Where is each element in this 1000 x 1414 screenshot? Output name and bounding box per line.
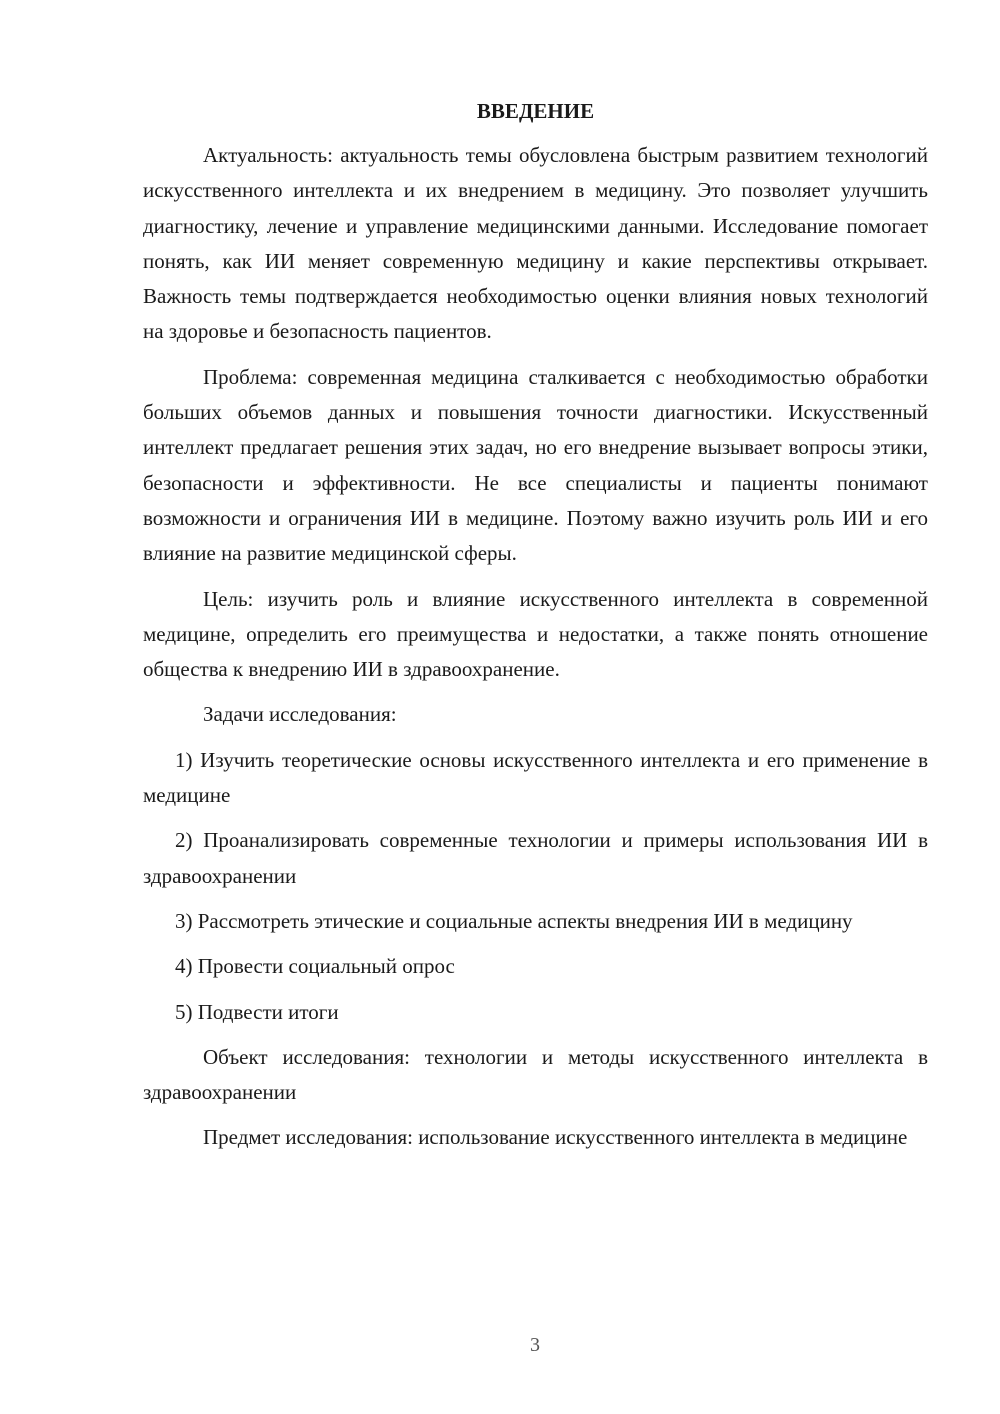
task-item-1: 1) Изучить теоретические основы искусственного интеллекта и его применение в медицине <box>143 747 928 808</box>
task-item-4: 4) Провести социальный опрос <box>175 954 455 979</box>
task-item-2: 2) Проанализировать современные технологии и примеры использования ИИ в здравоохранении <box>143 828 928 888</box>
task-item-3: 3) Рассмотреть этические и социальные аспекты внедрения ИИ в медицину <box>175 908 853 933</box>
research-subject-paragraph: Предмет исследования: использование искусственного интеллекта в медицине <box>203 1125 908 1150</box>
section-title: ВВЕДЕНИЕ <box>476 99 595 123</box>
problem-paragraph: Проблема: современная медицина сталкивается с необходимостью обработки больших объемов данных и повышения точности диагностики. Искусственный интеллект предлагает решения этих задач, но его внедрение вызывает вопросы этики, безопасности и эффективности. Не все специалисты и пациенты понимают возможности и ограничения ИИ в медицине. Поэтому важно изучить роль ИИ и его влияние на развитие медицинской сферы. <box>143 364 928 566</box>
task-item-5: 5) Подвести итоги <box>175 999 339 1024</box>
goal-paragraph: Цель: изучить роль и влияние искусственного интеллекта в современной медицине, определить его преимущества и недостатки, а также понять отношение общества к внедрению ИИ в здравоохранение. <box>143 586 928 682</box>
page-number: 3 <box>530 1334 540 1356</box>
relevance-paragraph: Актуальность: актуальность темы обусловлена быстрым развитием технологий искусственного интеллекта и их внедрением в медицину. Это позволяет улучшить диагностику, лечение и управление медицинскими данными. Исследование помогает понять, как ИИ меняет современную медицину и какие перспективы открывает. Важность темы подтверждается необходимостью оценки влияния новых технологий на здоровье и безопасность пациентов. <box>143 143 928 344</box>
document-page <box>143 96 928 1166</box>
research-object-paragraph: Объект исследования: технологии и методы искусственного интеллекта в здравоохранении <box>143 1044 928 1105</box>
tasks-heading: Задачи исследования: <box>203 702 397 727</box>
